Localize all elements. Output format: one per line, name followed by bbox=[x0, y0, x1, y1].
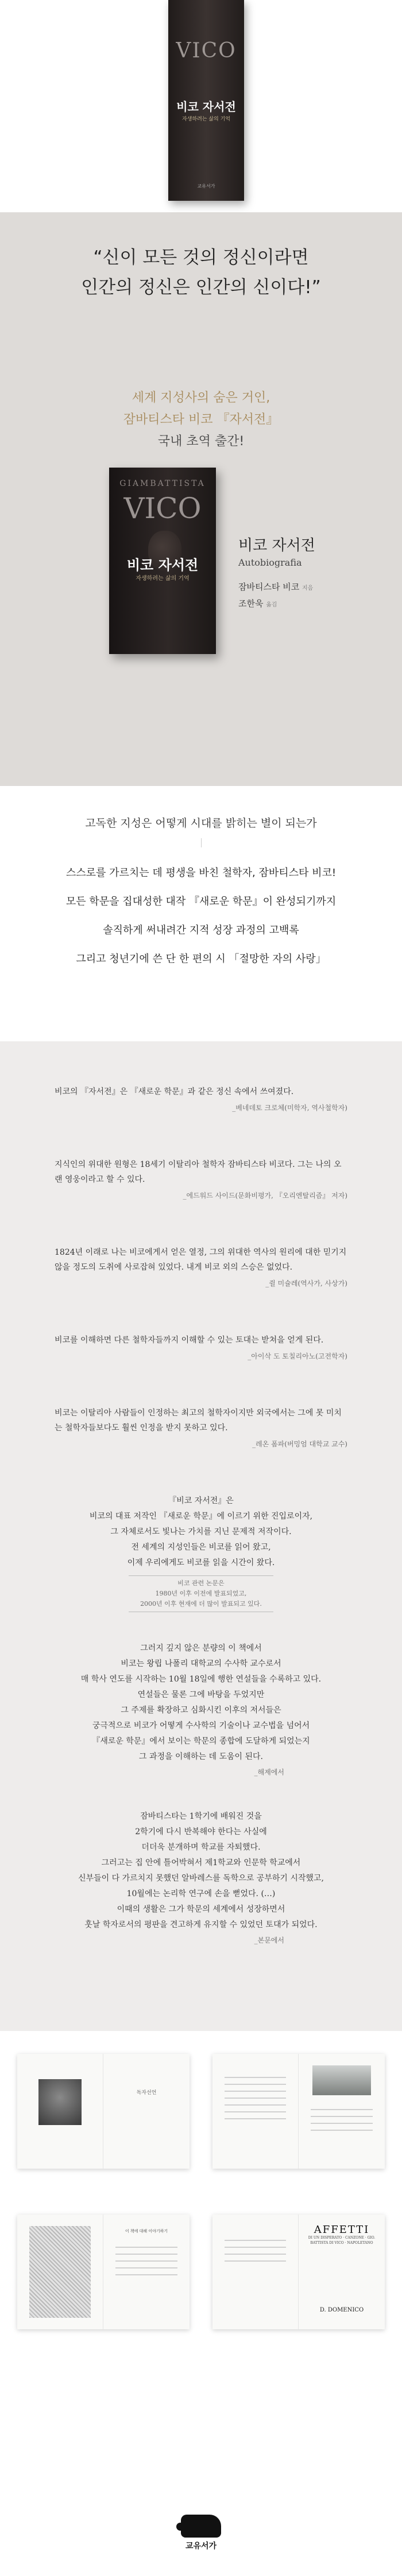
narrative-line: 훗날 학자로서의 평판을 견고하게 유지할 수 있었던 토대가 되었다. bbox=[84, 1920, 318, 1929]
narrative-line: 비코의 대표 저작인 『새로운 학문』에 이르기 위한 진입로이자, bbox=[89, 1512, 313, 1521]
review-text: 비코는 이탈리아 사람들이 인정하는 최고의 철학자이지만 외국에서는 그에 못 미치는 철학자들보다도 훨씬 인정을 받지 못하고 있다. bbox=[55, 1408, 342, 1433]
spread-title-page bbox=[212, 2215, 385, 2329]
quote-line-1: “신이 모든 것의 정신이라면 bbox=[93, 247, 309, 268]
translator-line bbox=[238, 597, 315, 609]
cover-subtitle: 자생하려는 삶의 기억 bbox=[182, 116, 230, 122]
book-cover-image bbox=[109, 468, 216, 654]
book-cover-title-en: VICO bbox=[123, 492, 202, 525]
publisher-logo bbox=[181, 2515, 221, 2551]
book-title: 비코 자서전 bbox=[238, 537, 315, 554]
intro-headline: 고독한 지성은 어떻게 시대를 밝히는 별이 되는가 bbox=[85, 817, 317, 830]
translator-name: 조한욱 bbox=[238, 598, 264, 609]
narrative-line: 2학기에 다시 반복해야 한다는 사실에 bbox=[135, 1827, 267, 1836]
publisher-name: 교유서가 bbox=[185, 2542, 217, 2551]
hero-section bbox=[0, 0, 402, 212]
announce-line-3: 국내 초역 출간! bbox=[157, 434, 245, 449]
portrait-image bbox=[38, 2079, 82, 2125]
narrative-source: _해제에서 bbox=[254, 1768, 284, 1776]
page-left bbox=[17, 2054, 103, 2169]
spread-heading: 이 책에 대해 이야기하기 bbox=[125, 2229, 168, 2233]
note-line: 2000년 이후 현재에 더 많이 발표되고 있다. bbox=[140, 1600, 262, 1608]
reviews-section bbox=[0, 1041, 402, 2031]
narrative-block-1 bbox=[55, 1493, 347, 1612]
narrative-line: 궁극적으로 비코가 어떻게 수사학의 기술이나 교수법을 넘어서 bbox=[92, 1721, 310, 1730]
translator-role: 옮김 bbox=[266, 602, 277, 608]
narrative-line: 10월에는 논리학 연구에 손을 뻗었다. (…) bbox=[126, 1889, 276, 1898]
review-source: _쥘 미슐레(역사가, 사상가) bbox=[265, 1279, 347, 1287]
review-source: _아이삭 도 토칠리아노(고전학자) bbox=[248, 1352, 347, 1360]
divider bbox=[201, 838, 202, 847]
landscape-photo bbox=[312, 2065, 371, 2095]
narrative-line: 연설들은 물론 그에 바탕을 두었지만 bbox=[137, 1690, 265, 1699]
announce-line-1: 세계 지성사의 숨은 거인, bbox=[132, 391, 270, 405]
intro-line: 모든 학문을 집대성한 대작 『새로운 학문』이 완성되기까지 bbox=[65, 896, 337, 908]
review-source: _베네데토 크로체(미학자, 역사철학자) bbox=[232, 1104, 347, 1112]
review-item bbox=[55, 1157, 347, 1200]
page-right bbox=[299, 2215, 385, 2329]
narrative-line: 『새로운 학문』에서 보이는 학문의 종합에 도달하게 되었는지 bbox=[92, 1737, 310, 1746]
intro-line: 그리고 청년기에 쓴 단 한 편의 시 「절망한 자의 사랑」 bbox=[76, 953, 326, 965]
author-role: 지음 bbox=[302, 585, 314, 592]
narrative-line: 이제 우리에게도 비코를 읽을 시간이 왔다. bbox=[127, 1558, 275, 1567]
cover-title-kr: 비코 자서전 bbox=[176, 100, 236, 114]
page-left bbox=[17, 2215, 103, 2329]
affetti-publisher: D. DOMENICO bbox=[319, 2307, 364, 2313]
page-left bbox=[212, 2054, 299, 2169]
book-cover-subtitle: 자생하려는 삶의 기억 bbox=[136, 575, 190, 582]
narrative-line: 비코는 왕립 나폴리 대학교의 수사학 교수로서 bbox=[121, 1659, 281, 1668]
spread-photo bbox=[212, 2054, 385, 2169]
spread-engraving bbox=[17, 2215, 190, 2329]
narrative-line: 신부들이 다 가르치지 못했던 알바레스를 독학으로 공부하기 시작했고, bbox=[78, 1874, 324, 1883]
review-item bbox=[55, 1245, 347, 1288]
note-box bbox=[129, 1575, 273, 1612]
engraving-image bbox=[29, 2226, 91, 2318]
page-left bbox=[212, 2215, 299, 2329]
quote-line-2: 인간의 정신은 인간의 신이다!” bbox=[81, 277, 321, 298]
narrative-line: 그 과정을 이해하는 데 도움이 된다. bbox=[138, 1752, 264, 1761]
review-item bbox=[55, 1406, 347, 1449]
page-right bbox=[299, 2054, 385, 2169]
interior-gallery bbox=[0, 2031, 402, 2490]
narrative-line: 『비코 자서전』은 bbox=[168, 1496, 234, 1505]
narrative-line: 그 주제를 확장하고 심화시킨 이후의 저서들은 bbox=[121, 1706, 281, 1715]
affetti-title: AFFETTI bbox=[314, 2224, 370, 2236]
affetti-subtitle: DI UN DISPERATO · CANZONE · GIO. BATTISTA DI VICO · NAPOLETANO bbox=[308, 2236, 376, 2245]
narrative-source: _본문에서 bbox=[254, 1936, 284, 1944]
book-original-title: Autobiografia bbox=[238, 557, 302, 568]
narrative-line: 이때의 생활은 그가 학문의 세계에서 성장하면서 bbox=[117, 1905, 285, 1914]
intro-section bbox=[0, 786, 402, 1041]
review-text: 비코의 『자서전』은 『새로운 학문』과 같은 정신 속에서 쓰여졌다. bbox=[55, 1087, 294, 1096]
book-cover-title-kr: 비코 자서전 bbox=[126, 557, 199, 573]
intro-line: 솔직하게 써내려간 지적 성장 과정의 고백록 bbox=[103, 924, 299, 936]
announce-line-2: 잠바티스타 비코 『자서전』 bbox=[123, 413, 279, 427]
footer bbox=[0, 2490, 402, 2576]
book-cover-author-en: GIAMBATTISTA bbox=[119, 479, 206, 488]
narrative-line: 전 세계의 지성인들은 비코를 읽어 왔고, bbox=[131, 1543, 271, 1552]
review-source: _에드워드 사이드(문화비평가, 『오리엔탈리즘』 저자) bbox=[183, 1192, 347, 1200]
page-right bbox=[103, 2215, 190, 2329]
cover-title-en: VICO bbox=[176, 39, 237, 63]
narrative-line: 더더욱 분개하며 학교를 자퇴했다. bbox=[141, 1843, 261, 1852]
announce-section bbox=[0, 333, 402, 786]
spread-portrait bbox=[17, 2054, 190, 2169]
bear-icon bbox=[181, 2515, 221, 2538]
book-info bbox=[238, 534, 315, 609]
note-line: 1980년 이후 이전에 발표되었고, bbox=[155, 1590, 247, 1597]
note-title: 비코 관련 논문은 bbox=[177, 1579, 225, 1587]
narrative-block-2 bbox=[55, 1641, 347, 1780]
author-line bbox=[238, 581, 315, 593]
page-right bbox=[103, 2054, 190, 2169]
narrative-block-3 bbox=[55, 1809, 347, 1948]
hero-book-cover bbox=[168, 0, 244, 201]
review-item bbox=[55, 1333, 347, 1361]
review-item bbox=[55, 1084, 347, 1112]
review-source: _레온 폼파(버밍엄 대학교 교수) bbox=[252, 1440, 347, 1448]
review-text: 지식인의 위대한 원형은 18세기 이탈리아 철학자 잠바티스타 비코다. 그는 나의 오랜 영웅이라고 할 수 있다. bbox=[55, 1160, 342, 1184]
author-name: 잠바티스타 비코 bbox=[238, 582, 300, 592]
cover-publisher: 교유서가 bbox=[197, 184, 215, 189]
narrative-line: 그러고는 집 안에 틀어박혀서 제1학교와 인문학 학교에서 bbox=[101, 1858, 301, 1867]
narrative-line: 매 학사 연도를 시작하는 10월 18일에 행한 연설들을 수록하고 있다. bbox=[80, 1675, 322, 1684]
intro-line: 스스로를 가르치는 데 평생을 바친 철학자, 잠바티스타 비코! bbox=[65, 867, 337, 879]
narrative-line: 그 자체로서도 빛나는 가치를 지닌 문제적 저작이다. bbox=[110, 1527, 292, 1536]
narrative-line: 잠바티스타는 1학기에 배워진 것을 bbox=[140, 1812, 262, 1821]
spread-title: 독자선언 bbox=[136, 2090, 157, 2096]
narrative-line: 그러지 깊지 않은 분량의 이 책에서 bbox=[140, 1644, 262, 1653]
quote-section bbox=[0, 212, 402, 333]
review-text: 1824년 이래로 나는 비코에게서 얻은 열정, 그의 위대한 역사의 원리에 대한 믿기지 않을 정도의 도취에 사로잡혀 있었다. 내게 비코 외의 스승은 없었다. bbox=[55, 1248, 347, 1272]
review-text: 비코를 이해하면 다른 철학자들까지 이해할 수 있는 토대는 받쳐을 얻게 된다. bbox=[55, 1336, 324, 1345]
